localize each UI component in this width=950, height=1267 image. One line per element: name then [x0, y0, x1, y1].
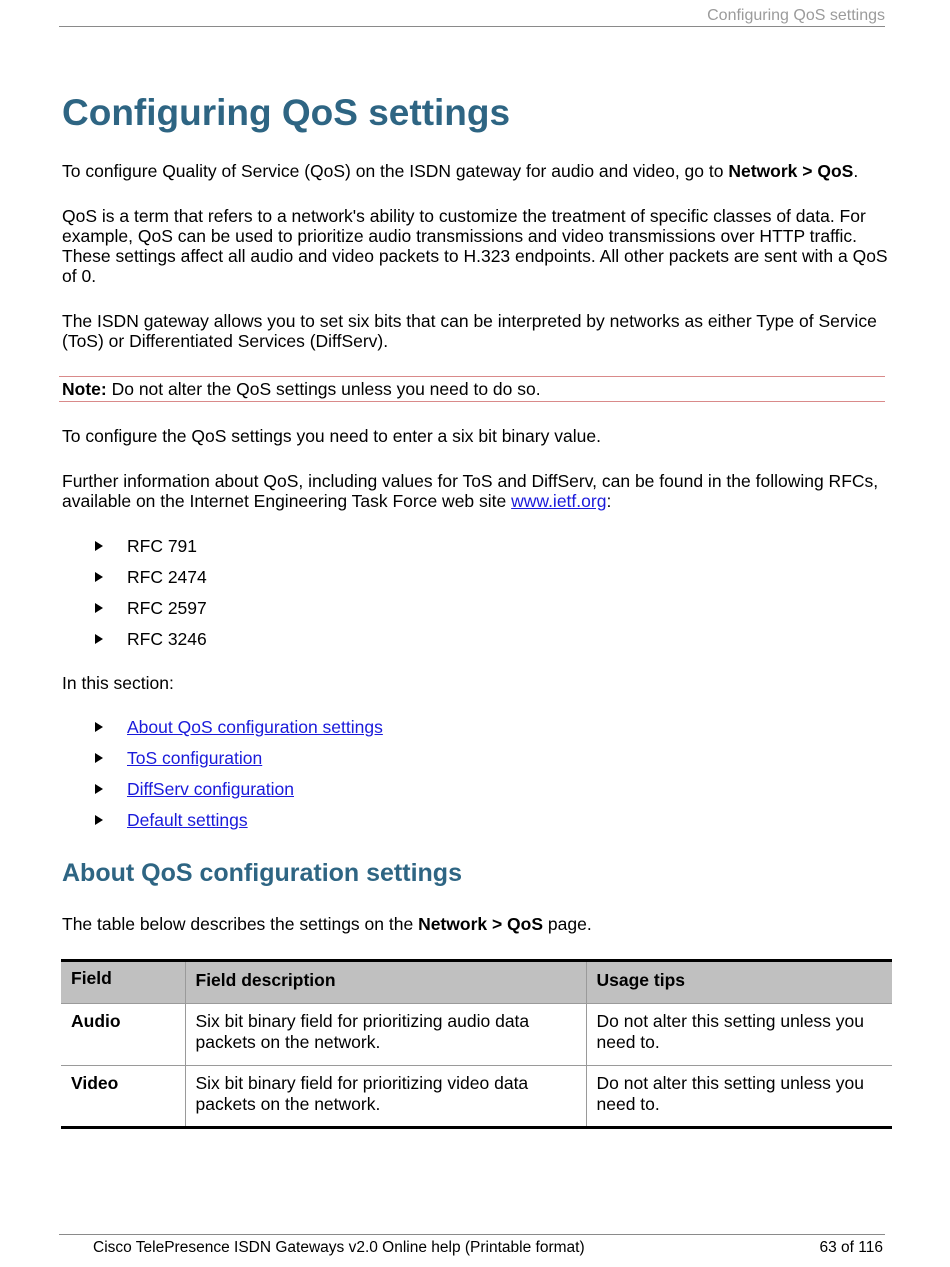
intro-end: . [853, 161, 859, 181]
bullet-triangle-icon [95, 815, 103, 825]
note-label: Note: [62, 379, 107, 399]
ietf-link[interactable]: www.ietf.org [511, 491, 607, 511]
rfc-list [92, 536, 207, 660]
list-item [92, 779, 383, 810]
bullet-triangle-icon [95, 784, 103, 794]
column-header-usage: Usage tips [586, 961, 892, 1004]
list-item [92, 629, 207, 660]
section-links-list [92, 717, 383, 841]
footer-document-title: Cisco TelePresence ISDN Gateways v2.0 Online help (Printable format) [93, 1239, 585, 1256]
table-intro-path: Network > QoS [418, 914, 544, 934]
rfc-label: RFC 791 [127, 536, 198, 556]
link-diffserv-configuration[interactable]: DiffServ configuration [127, 779, 294, 799]
six-bit-paragraph: To configure the QoS settings you need to enter a six bit binary value. [62, 426, 601, 446]
link-about-qos[interactable]: About QoS configuration settings [127, 717, 383, 737]
bullet-triangle-icon [95, 634, 103, 644]
rfc-label: RFC 3246 [127, 629, 207, 649]
list-item [92, 536, 207, 567]
rfc-info-paragraph [62, 471, 892, 511]
table-cell-field: Audio [61, 1004, 185, 1066]
table-cell-description: Six bit binary field for prioritizing audio data packets on the network. [185, 1004, 586, 1066]
qos-definition-paragraph: QoS is a term that refers to a network's ability to customize the treatment of specific classes of data. For example, QoS can be used to prioritize audio transmissions and video transmissions over HTTP traffic. These settings affect all audio and video packets to H.323 endpoints. All other packets are sent with a QoS of 0. [62, 206, 888, 286]
bullet-triangle-icon [95, 572, 103, 582]
page-title: Configuring QoS settings [62, 92, 511, 133]
table-row [61, 1004, 892, 1066]
rfc-label: RFC 2474 [127, 567, 207, 587]
intro-text: To configure Quality of Service (QoS) on the ISDN gateway for audio and video, go to [62, 161, 729, 181]
footer-page-number: 63 of 116 [819, 1239, 883, 1256]
column-header-description: Field description [185, 961, 586, 1004]
table-header-row [61, 961, 892, 1004]
list-item [92, 598, 207, 629]
note-box [59, 376, 885, 402]
note-text: Do not alter the QoS settings unless you need to do so. [106, 379, 541, 399]
bullet-triangle-icon [95, 603, 103, 613]
bullet-triangle-icon [95, 541, 103, 551]
rfc-info-text: Further information about QoS, including values for ToS and DiffServ, can be found in the following RFCs, available on the Internet Engineering Task Force web site [62, 471, 879, 511]
bullet-triangle-icon [95, 722, 103, 732]
table-intro-end: page. [543, 914, 592, 934]
rfc-info-end: : [606, 491, 612, 511]
column-header-field: Field [61, 961, 185, 1004]
intro-paragraph [62, 161, 892, 181]
menu-path: Network > QoS [728, 161, 854, 181]
in-section-label: In this section: [62, 673, 174, 693]
list-item [92, 748, 383, 779]
page-footer [59, 1234, 885, 1259]
link-default-settings[interactable]: Default settings [127, 810, 248, 830]
table-cell-usage: Do not alter this setting unless you need to. [586, 1004, 892, 1066]
table-cell-usage: Do not alter this setting unless you need to. [586, 1066, 892, 1128]
table-row [61, 1066, 892, 1128]
list-item [92, 717, 383, 748]
link-tos-configuration[interactable]: ToS configuration [127, 748, 263, 768]
rfc-label: RFC 2597 [127, 598, 207, 618]
tos-diffserv-paragraph: The ISDN gateway allows you to set six bits that can be interpreted by networks as either Type of Service (ToS) or Differentiated Services (DiffServ). [62, 311, 877, 351]
bullet-triangle-icon [95, 753, 103, 763]
table-cell-description: Six bit binary field for prioritizing video data packets on the network. [185, 1066, 586, 1128]
list-item [92, 567, 207, 598]
settings-table [61, 959, 892, 1129]
section-heading: About QoS configuration settings [62, 859, 462, 887]
table-intro-text: The table below describes the settings on the [62, 914, 419, 934]
table-intro [62, 914, 892, 934]
list-item [92, 810, 383, 841]
running-header: Configuring QoS settings [59, 6, 885, 27]
table-cell-field: Video [61, 1066, 185, 1128]
